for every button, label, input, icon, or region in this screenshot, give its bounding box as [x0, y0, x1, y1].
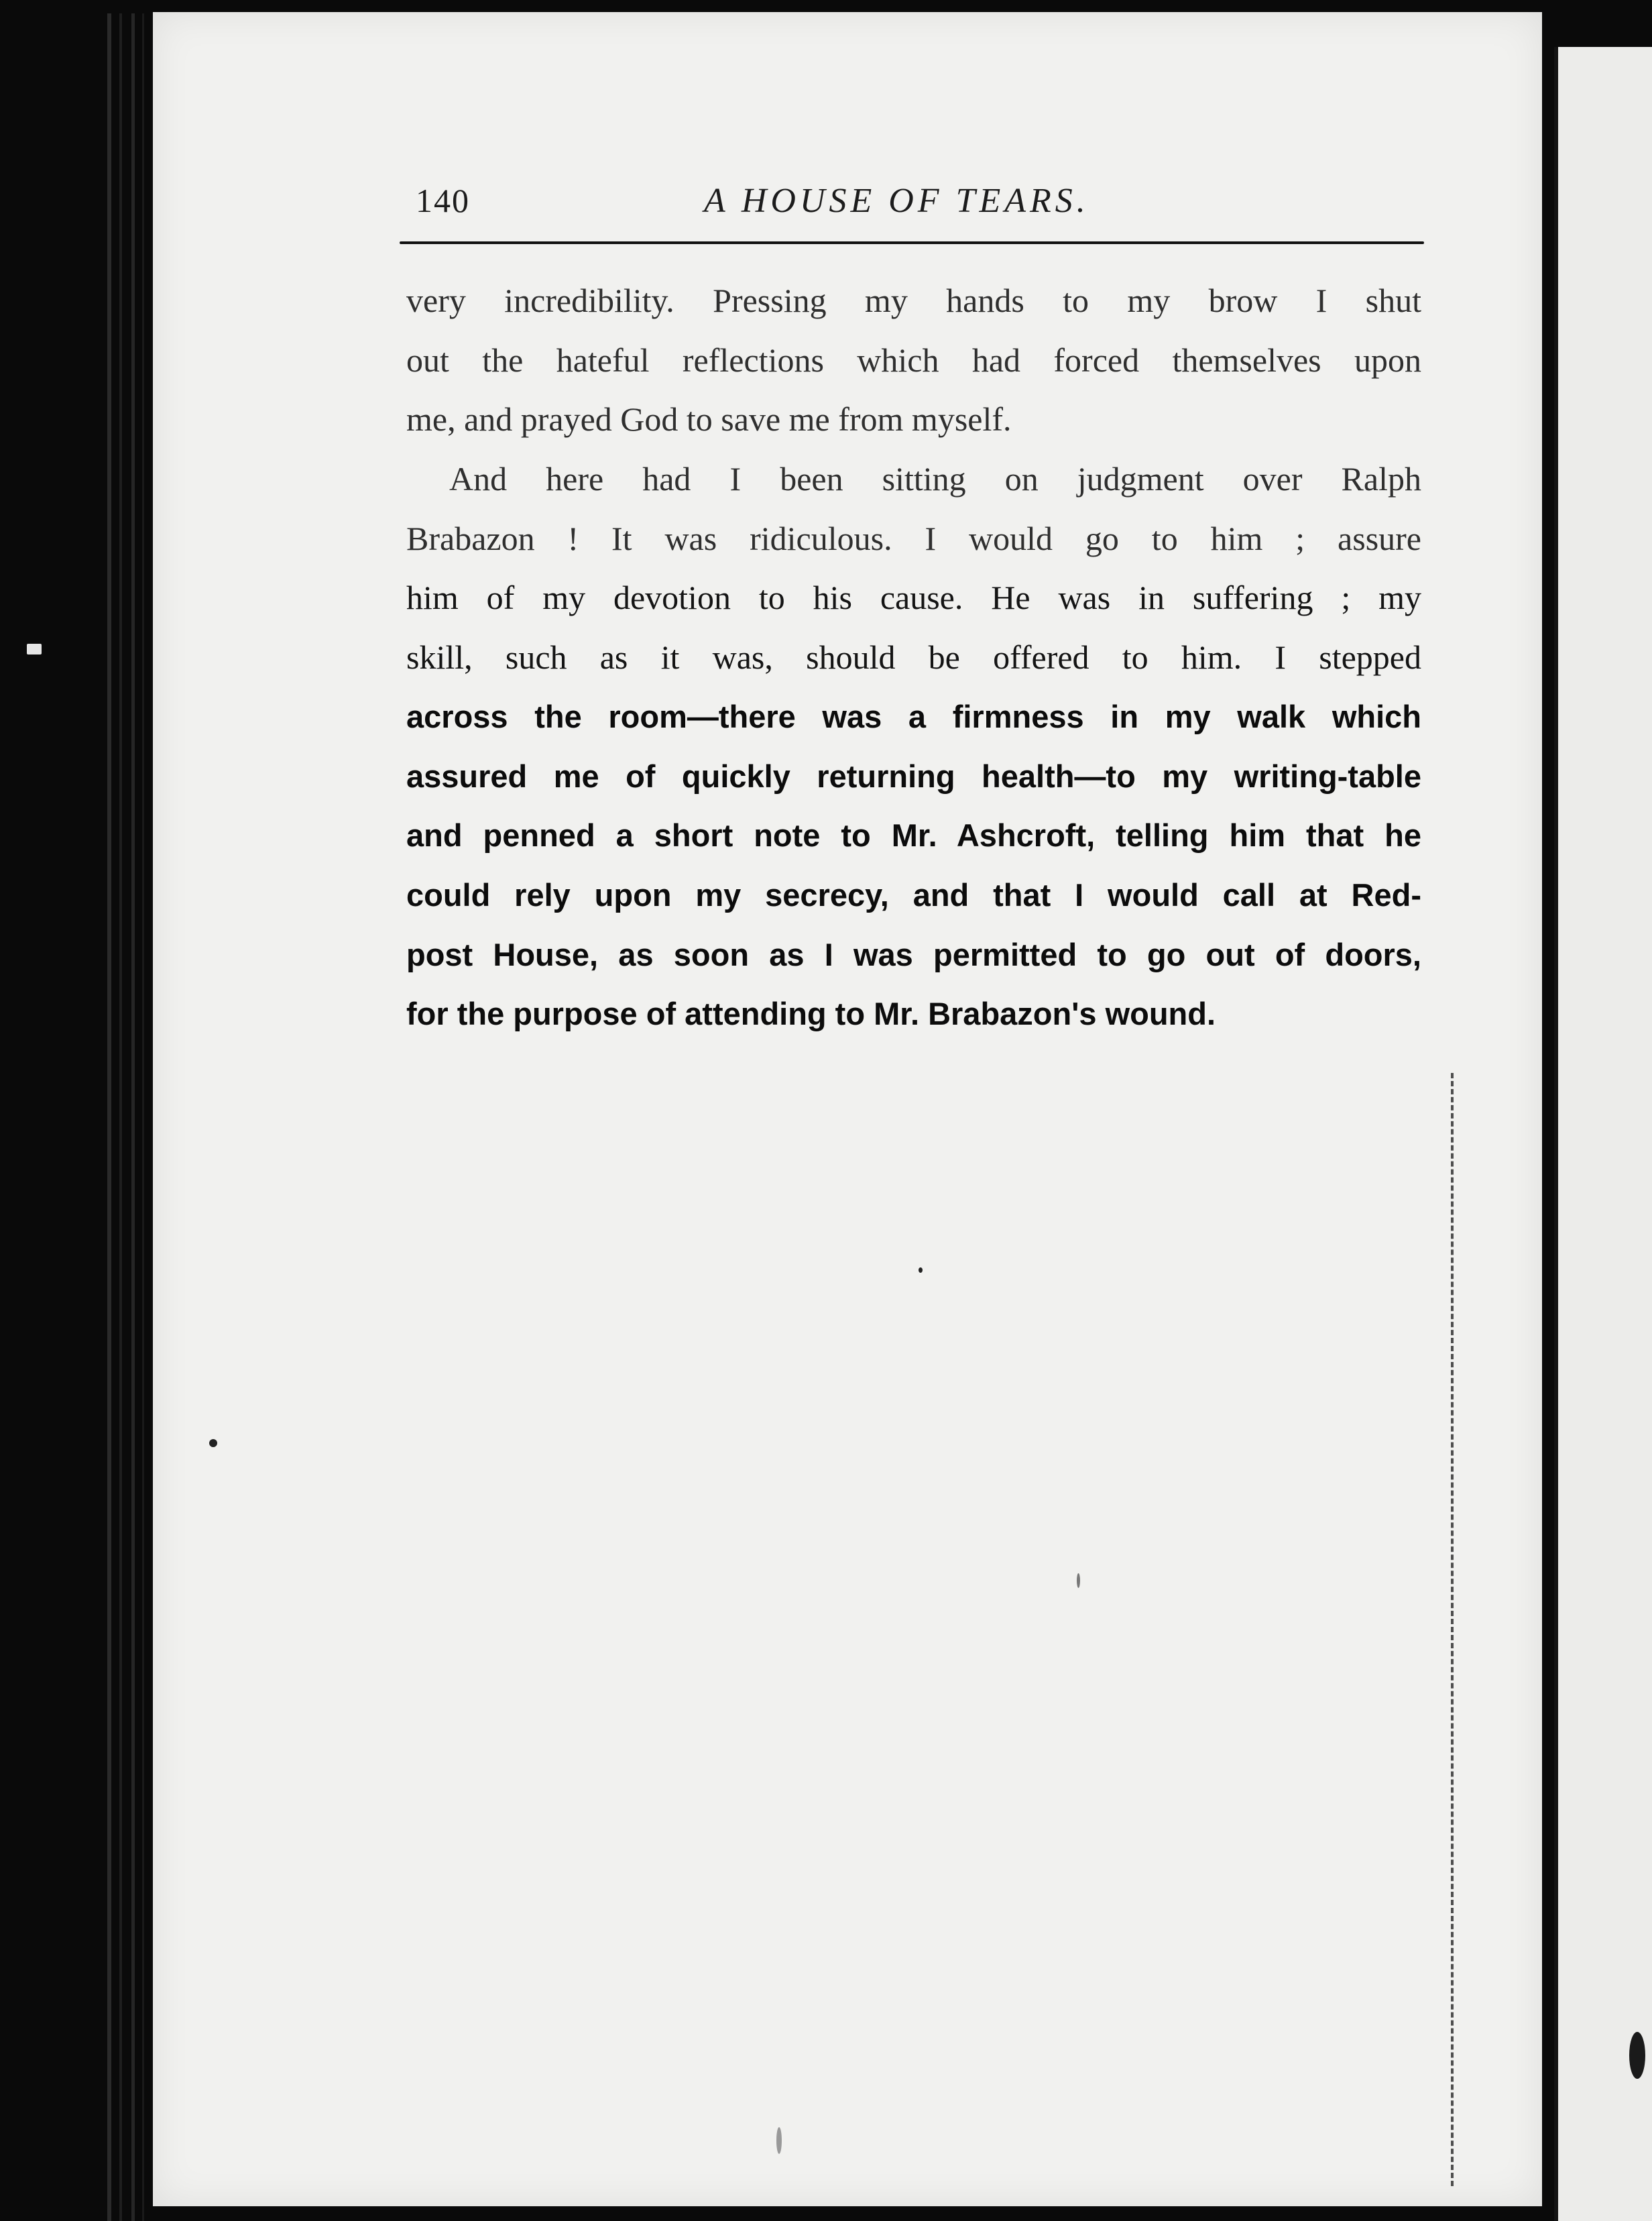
running-title: A HOUSE OF TEARS. — [704, 182, 1089, 220]
text-line: across the room—there was a firmness in my walk which — [406, 698, 1421, 734]
text-line: him of my devotion to his cause. He was in suffering ; my — [406, 579, 1421, 617]
text-line: and penned a short note to Mr. Ashcroft, telling him that he — [406, 817, 1421, 854]
header-rule — [400, 241, 1424, 244]
page-number: 140 — [416, 182, 470, 219]
paper-speck — [776, 2127, 782, 2154]
text-line: assured me of quickly returning health—to my writing-table — [406, 758, 1421, 794]
paper-speck — [1629, 2032, 1645, 2079]
paper-speck — [919, 1267, 923, 1273]
binding-stripe — [131, 13, 135, 2221]
text-line: Brabazon ! It was ridiculous. I would go to him ; assure — [406, 519, 1421, 557]
paper-speck — [209, 1439, 217, 1447]
text-line: post House, as soon as I was permitted to go out of doors, — [406, 936, 1421, 972]
text-line: for the purpose of attending to Mr. Brabazon's wound. — [406, 996, 1216, 1032]
binding-stripe — [142, 13, 144, 2221]
page-gutter-shadow — [1554, 47, 1558, 2221]
running-head — [416, 181, 1421, 235]
text-line: very incredibility. Pressing my hands to my brow I shut — [406, 282, 1421, 319]
text-line: out the hateful reflections which had forced themselves upon — [406, 341, 1421, 379]
next-page-edge — [1554, 47, 1652, 2221]
scan-margin-mark — [27, 644, 42, 654]
text-line: could rely upon my secrecy, and that I would call at Red- — [406, 876, 1421, 913]
body-text — [406, 271, 1421, 1044]
paragraph-first-line: And here had I been sitting on judgment over Ralph — [449, 460, 1421, 498]
binding-stripe — [119, 13, 122, 2221]
text-line: skill, such as it was, should be offered to him. I stepped — [406, 638, 1421, 677]
paper-speck — [1077, 1573, 1080, 1588]
binding-stripe — [107, 13, 111, 2221]
page-fore-edge — [1451, 1073, 1459, 2186]
text-line: me, and prayed God to save me from myself. — [406, 400, 1012, 439]
